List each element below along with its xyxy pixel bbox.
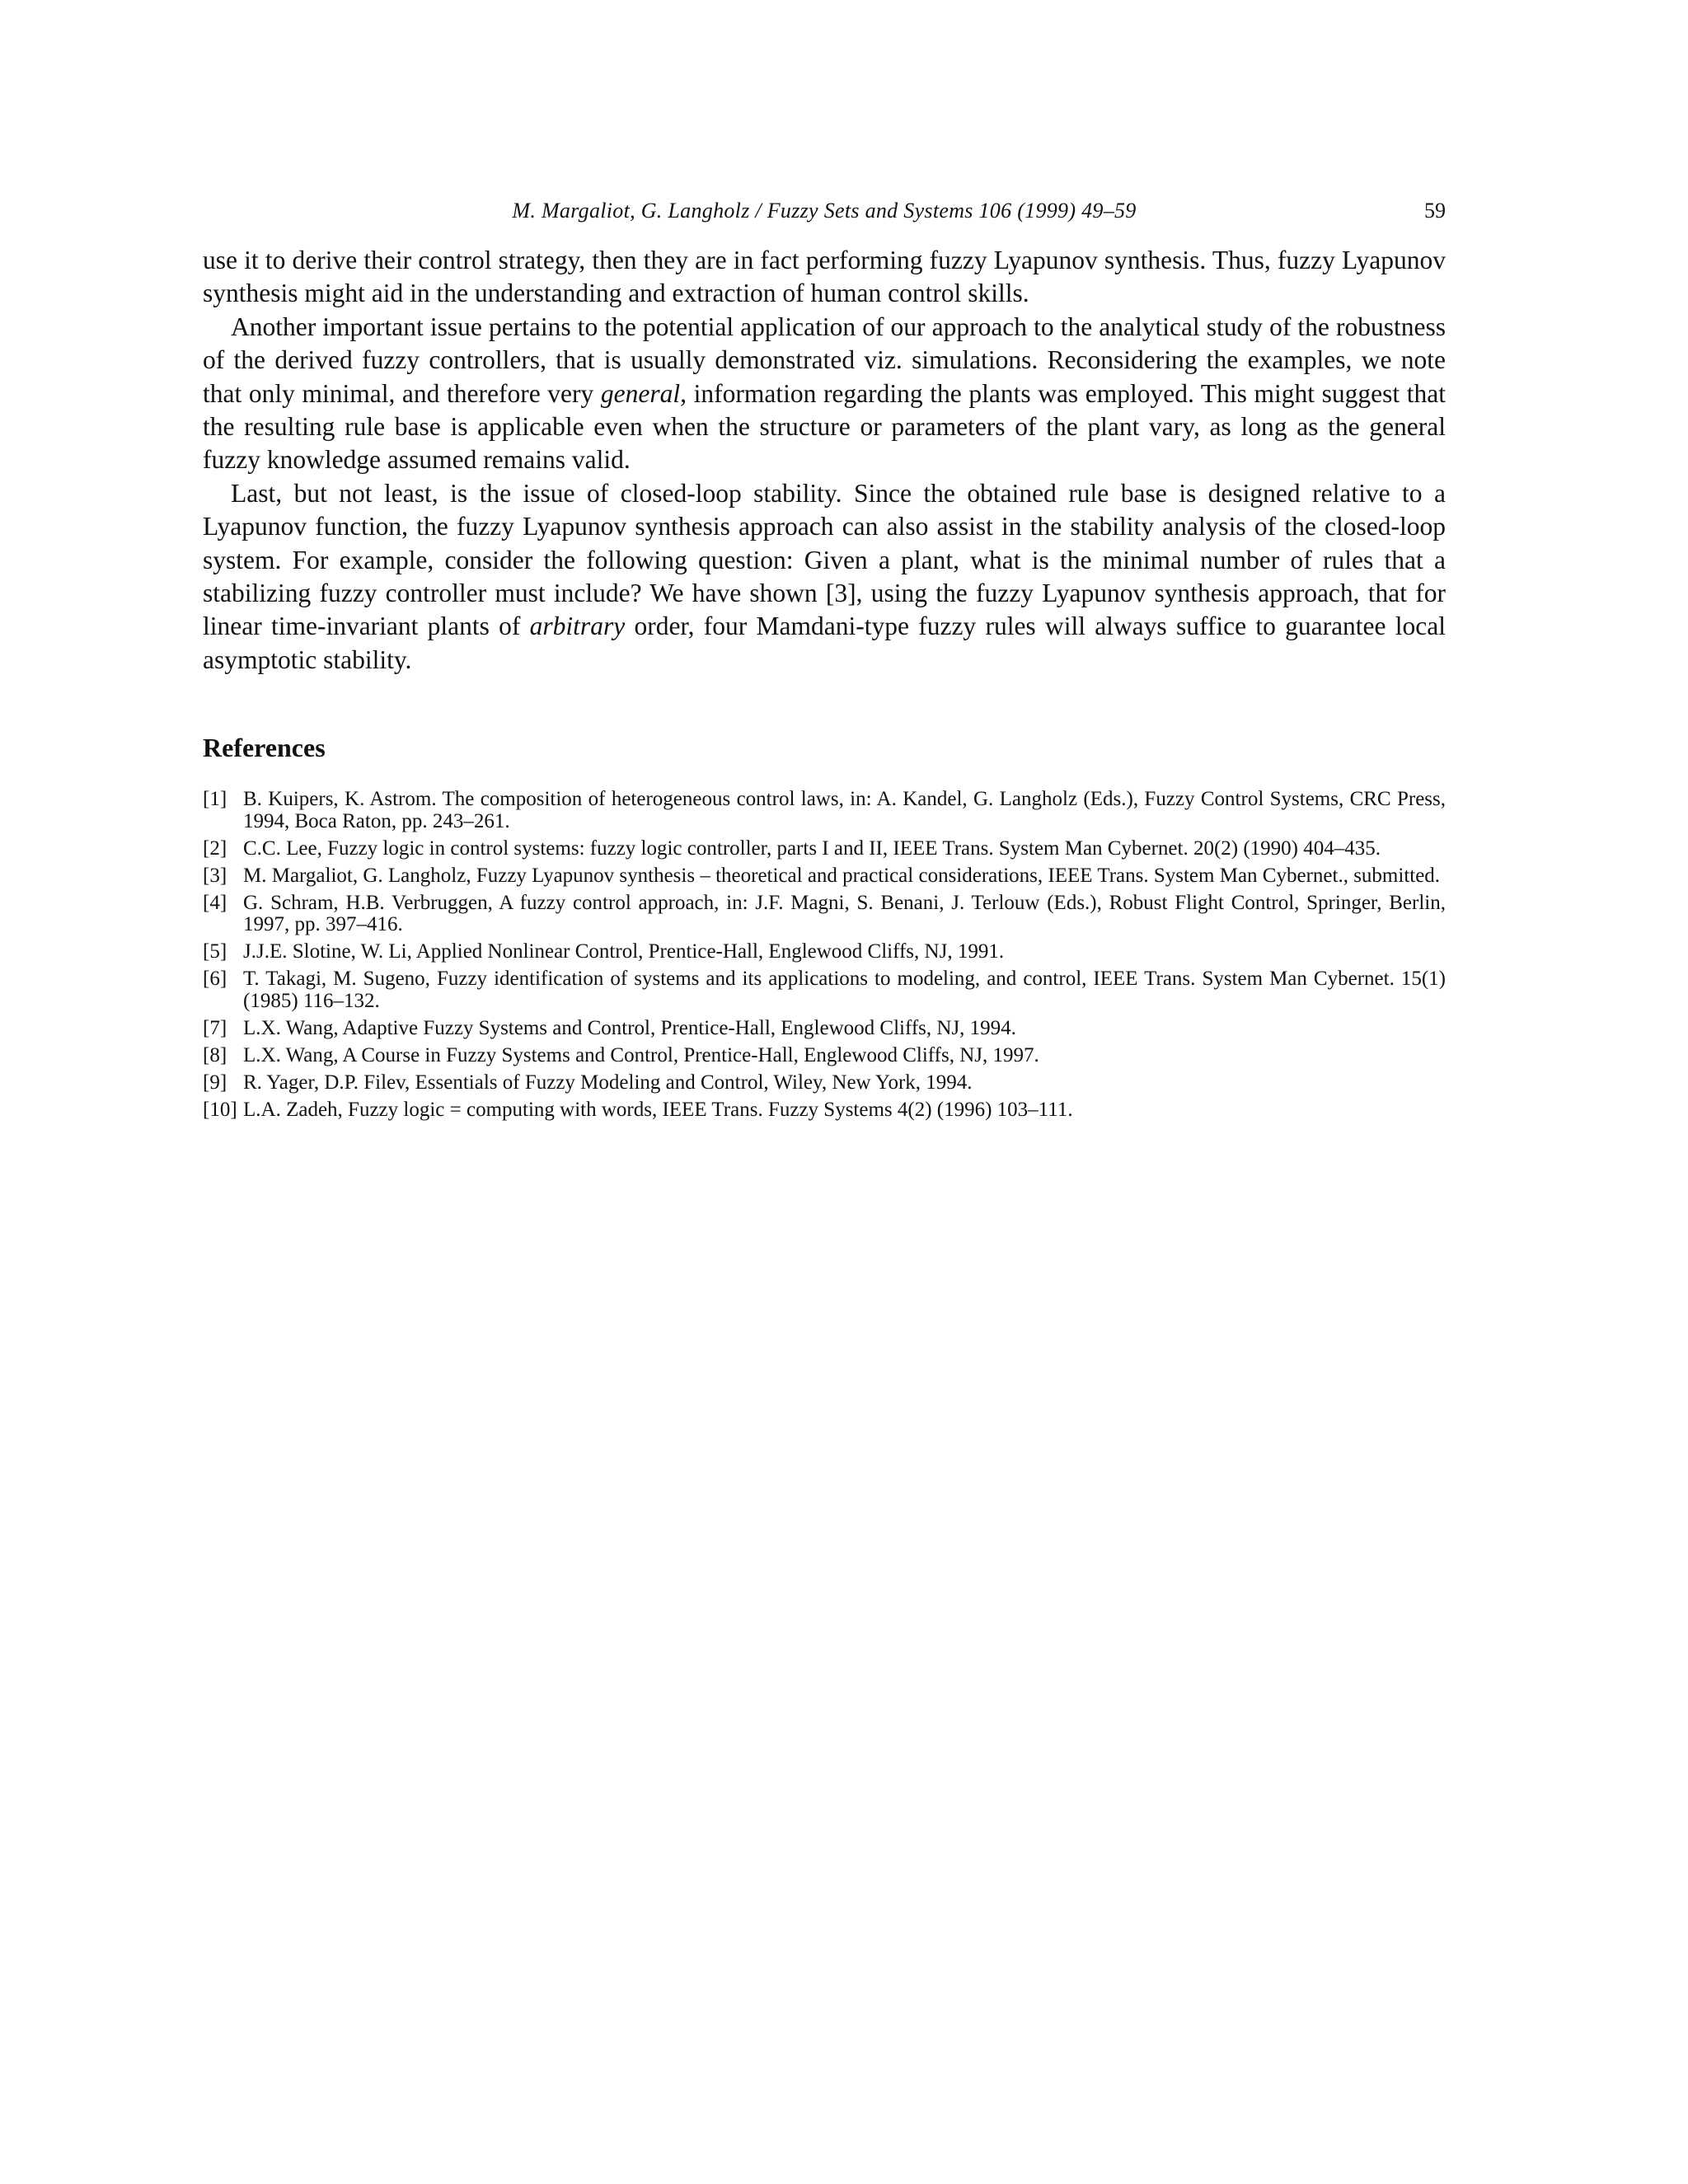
reference-label: [2]: [203, 837, 227, 860]
reference-text: T. Takagi, M. Sugeno, Fuzzy identification of systems and its applications to modeling, and control, IEEE Trans. System Man Cybernet. 15(1) (1985) 116–132.: [243, 968, 1446, 1012]
paragraph-1: [203, 244, 1446, 311]
reference-text: C.C. Lee, Fuzzy logic in control systems: fuzzy logic controller, parts I and II, IEEE Trans. System Man Cybernet. 20(2) (1990) 404–435.: [243, 837, 1381, 860]
reference-item: [203, 838, 1446, 860]
reference-label: [3]: [203, 864, 227, 887]
running-header: [203, 194, 1446, 227]
body-text: [203, 244, 1446, 677]
reference-item: [203, 968, 1446, 1012]
reference-label: [4]: [203, 891, 227, 914]
paragraph-2: [203, 311, 1446, 477]
reference-text: L.A. Zadeh, Fuzzy logic = computing with words, IEEE Trans. Fuzzy Systems 4(2) (1996) 103–111.: [243, 1098, 1073, 1121]
reference-item: [203, 1018, 1446, 1040]
reference-item: [203, 893, 1446, 936]
reference-item: [203, 1045, 1446, 1067]
reference-item: [203, 1099, 1446, 1122]
reference-text: B. Kuipers, K. Astrom. The composition of heterogeneous control laws, in: A. Kandel, G. Langholz (Eds.), Fuzzy Control Systems, CRC Press, 1994, Boca Raton, pp. 243–261.: [243, 788, 1446, 832]
paragraph-3-text-b: order, four Mamdani-type fuzzy rules will always suffice to guarantee local asymptotic stability.: [203, 612, 1446, 674]
reference-label: [6]: [203, 968, 227, 991]
paragraph-3-text-a: Last, but not least, is the issue of closed-loop stability. Since the obtained rule base is designed relative to a Lyapunov function, the fuzzy Lyapunov synthesis approach can also assist in the stability analysis of the closed-loop system. For example, consider the following question: Given a plant, what is the minimal number of rules that a stabilizing fuzzy controller must include? We have shown [3], using the fuzzy Lyapunov synthesis approach, that for linear time-invariant plants of: [203, 478, 1446, 641]
paragraph-2-emphasis: general,: [600, 378, 687, 408]
reference-label: [1]: [203, 788, 227, 811]
reference-label: [7]: [203, 1016, 227, 1039]
reference-item: [203, 789, 1446, 832]
reference-text: G. Schram, H.B. Verbruggen, A fuzzy control approach, in: J.F. Magni, S. Benani, J. Terlouw (Eds.), Robust Flight Control, Springer, Berlin, 1997, pp. 397–416.: [243, 891, 1446, 936]
references-heading: References: [203, 733, 326, 763]
reference-list: [203, 789, 1446, 1121]
reference-text: L.X. Wang, Adaptive Fuzzy Systems and Control, Prentice-Hall, Englewood Cliffs, NJ, 1994.: [243, 1016, 1016, 1039]
reference-item: [203, 865, 1446, 888]
paragraph-1-text: use it to derive their control strategy, then they are in fact performing fuzzy Lyapunov synthesis. Thus, fuzzy Lyapunov synthesis might aid in the understanding and extraction of human control skills.: [203, 246, 1446, 308]
journal-citation: M. Margaliot, G. Langholz / Fuzzy Sets and Systems 106 (1999) 49–59: [512, 199, 1137, 223]
reference-text: R. Yager, D.P. Filev, Essentials of Fuzzy Modeling and Control, Wiley, New York, 1994.: [243, 1071, 973, 1094]
paragraph-2-text-b: information regarding the plants was employed. This might suggest that the resulting rule base is applicable even when the structure or parameters of the plant vary, as long as the general fuzzy knowledge assumed remains valid.: [203, 378, 1447, 475]
reference-label: [5]: [203, 940, 227, 963]
page-number: 59: [1424, 199, 1446, 223]
paragraph-3: [203, 477, 1446, 677]
reference-label: [10]: [203, 1098, 237, 1121]
paragraph-2-text-a: Another important issue pertains to the potential application of our approach to the analytical study of the robustness of the derived fuzzy controllers, that is usually demonstrated viz. simulations. Reconsidering the examples, we note that only minimal, and therefore very: [203, 312, 1446, 408]
reference-item: [203, 1072, 1446, 1094]
reference-text: L.X. Wang, A Course in Fuzzy Systems and Control, Prentice-Hall, Englewood Cliffs, NJ, 1997.: [243, 1043, 1039, 1066]
reference-item: [203, 941, 1446, 963]
reference-label: [9]: [203, 1071, 227, 1094]
reference-text: J.J.E. Slotine, W. Li, Applied Nonlinear Control, Prentice-Hall, Englewood Cliffs, NJ, 1991.: [243, 940, 1005, 963]
reference-text: M. Margaliot, G. Langholz, Fuzzy Lyapunov synthesis – theoretical and practical considerations, IEEE Trans. System Man Cybernet., submitted.: [243, 864, 1441, 887]
reference-label: [8]: [203, 1043, 227, 1066]
paper-page: [203, 194, 1446, 1127]
paragraph-3-emphasis: arbitrary: [529, 612, 626, 641]
